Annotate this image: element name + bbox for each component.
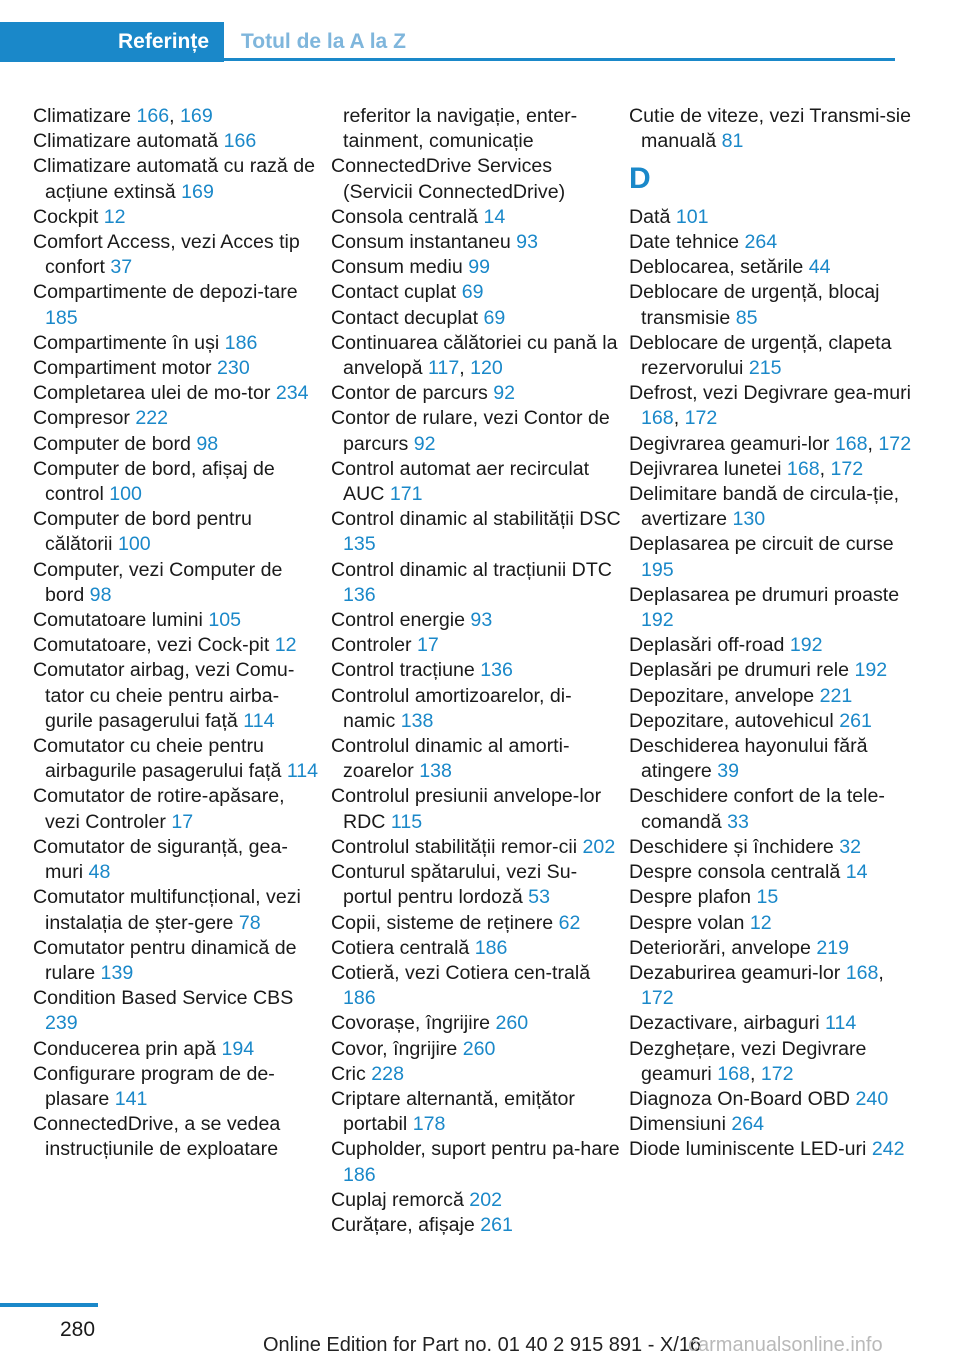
page-link[interactable]: 264	[731, 1113, 765, 1136]
index-term: Diode luminiscente LED-uri	[629, 1138, 872, 1161]
index-term: Control dinamic al tracțiunii DTC	[331, 558, 612, 581]
index-entry	[629, 230, 919, 255]
page-link[interactable]: 139	[100, 961, 134, 984]
index-term: Despre consola centrală	[629, 861, 846, 884]
index-entry	[331, 255, 621, 280]
index-entry: Dezaburirea geamuri‐lor 168, 172	[629, 961, 884, 1010]
index-term: Condition Based Service CBS	[33, 987, 294, 1010]
index-term: Copii, sisteme de reținere	[331, 911, 559, 934]
index-term: Cuplaj remorcă	[331, 1188, 470, 1211]
index-term: Covorașe, îngrijire	[331, 1012, 496, 1035]
index-term: Despre plafon	[629, 886, 757, 909]
index-entry	[331, 381, 621, 406]
index-term: Contor de rulare, vezi Contor de parcurs	[331, 407, 610, 455]
index-entry	[331, 734, 621, 784]
page-link[interactable]: 138	[419, 760, 452, 783]
page-link[interactable]: 114	[243, 709, 275, 732]
index-entry	[629, 709, 919, 734]
page-link[interactable]: 37	[110, 256, 133, 279]
index-entry	[331, 280, 621, 305]
page-link[interactable]: 192	[641, 609, 674, 632]
page-link[interactable]: 169	[180, 105, 213, 127]
index-entry	[629, 911, 919, 936]
index-term: Curățare, afișaje	[331, 1213, 481, 1236]
index-entry	[33, 154, 323, 204]
index-term: Depozitare, autovehicul	[629, 709, 840, 732]
index-term: Contact decuplat	[331, 306, 484, 329]
index-term: Contor de parcurs	[331, 382, 494, 405]
index-entry	[33, 507, 323, 557]
index-term: Control energie	[331, 609, 471, 632]
index-term: Compartiment motor	[33, 357, 218, 380]
page-link[interactable]: 202	[469, 1188, 502, 1211]
index-column-2	[331, 104, 621, 1238]
index-entry	[33, 1037, 323, 1062]
index-term: Defrost, vezi Degivrare gea‐muri	[629, 382, 912, 405]
index-entry	[33, 936, 323, 986]
page-link[interactable]: 53	[528, 886, 550, 909]
page-link[interactable]: 92	[413, 432, 436, 455]
index-entry	[331, 1213, 621, 1238]
index-entry	[331, 1062, 621, 1087]
page-link[interactable]: 261	[480, 1213, 513, 1236]
index-entry: Dezghețare, vezi Degivrare geamuri 168, 172	[629, 1037, 867, 1085]
index-entry	[629, 532, 919, 582]
index-entry	[33, 633, 323, 658]
page-link[interactable]: 168	[845, 961, 879, 984]
index-term: Comutatoare lumini	[33, 609, 209, 632]
tab-references[interactable]: Referințe	[0, 22, 224, 62]
index-term: Climatizare automată cu rază de acțiune extinsă	[33, 155, 316, 203]
index-entry	[331, 784, 621, 834]
page-link[interactable]: 100	[109, 483, 142, 506]
index-term: Computer, vezi Computer de bord	[33, 558, 283, 606]
index-entry	[629, 104, 919, 154]
index-term: Climatizare automată	[33, 130, 224, 153]
index-entry	[33, 784, 323, 834]
index-entry	[629, 583, 919, 633]
index-entry	[629, 835, 919, 860]
index-entry	[629, 936, 919, 961]
index-term: Controlul stabilității remor‐cii	[331, 835, 583, 858]
index-entry	[33, 1112, 323, 1162]
index-term: Compartimente de depozi‐tare	[33, 281, 298, 304]
index-entry	[331, 1011, 621, 1036]
index-entry	[331, 230, 621, 255]
page-link[interactable]: 62	[558, 911, 581, 934]
index-entry	[629, 205, 919, 230]
page-link[interactable]: 114	[825, 1012, 857, 1035]
page-link[interactable]: 78	[238, 911, 261, 934]
index-entry	[629, 1137, 919, 1162]
index-term: Deplasarea pe drumuri proaste	[629, 583, 900, 606]
page-link[interactable]: 17	[171, 810, 194, 833]
page-link[interactable]: 168	[834, 432, 868, 455]
page-link[interactable]: 168	[717, 1062, 750, 1085]
page-link[interactable]: 12	[749, 911, 772, 934]
index-term: Comutator airbag, vezi Comu‐tator cu cheie pentru airba‐gurile pasagerului față	[33, 659, 295, 732]
index-term: Consum mediu	[331, 256, 469, 279]
index-term: Comfort Access, vezi Acces tip confort	[33, 231, 300, 279]
index-entry	[629, 1087, 919, 1112]
index-term: Computer de bord, afișaj de control	[33, 457, 275, 506]
index-entry	[33, 280, 323, 330]
index-term: Controler	[331, 634, 418, 657]
header-bar	[0, 0, 895, 62]
page-link[interactable]: 138	[400, 709, 434, 732]
page-link[interactable]: 168	[641, 407, 674, 430]
page-link[interactable]: 32	[839, 835, 861, 858]
index-entry	[331, 1087, 621, 1137]
index-entry	[331, 936, 621, 961]
index-term: Dezaburirea geamuri‐lor	[629, 961, 846, 984]
page-link[interactable]: 115	[390, 810, 423, 833]
edition-note: Online Edition for Part no. 01 40 2 915 891 - X/16	[263, 1334, 702, 1356]
index-term: Continuarea călătoriei cu pană la anvelopă	[331, 331, 618, 380]
page-link[interactable]: 261	[839, 709, 872, 732]
page-link[interactable]: 120	[470, 357, 503, 380]
index-term: Controlul amortizoarelor, di‐namic	[331, 684, 572, 732]
index-term: Cockpit	[33, 205, 104, 228]
index-term: Consola centrală	[331, 205, 484, 228]
index-entry	[33, 986, 323, 1036]
index-term: Compresor	[33, 407, 136, 430]
page-link[interactable]: 240	[855, 1087, 889, 1110]
index-entry	[33, 734, 323, 784]
index-term: Consum instantaneu	[331, 231, 517, 254]
index-term: Diagnoza On-Board OBD	[629, 1087, 856, 1110]
page-link[interactable]: 186	[224, 331, 258, 354]
page-link[interactable]: 100	[117, 533, 151, 556]
page-link[interactable]: 239	[45, 1012, 78, 1035]
page-link[interactable]: 166	[223, 130, 257, 153]
index-entry	[33, 1062, 323, 1112]
index-term: Conducerea prin apă	[33, 1037, 222, 1060]
index-term: Deteriorări, anvelope	[629, 936, 817, 959]
page-link[interactable]: 172	[830, 457, 864, 480]
index-entry: Climatizare 166, 169	[33, 105, 213, 127]
watermark: carmanualsonline.info	[688, 1334, 883, 1356]
page-link[interactable]: 234	[275, 382, 309, 405]
index-term: Controlul dinamic al amorti‐zoarelor	[331, 735, 570, 783]
index-term: Cutie de viteze, vezi Transmi‐sie manuală	[629, 105, 912, 153]
index-term: Deschidere confort de la tele‐comandă	[629, 785, 885, 833]
page-link[interactable]: 228	[371, 1062, 404, 1085]
index-term: Controlul presiunii anvelope‐lor RDC	[331, 785, 602, 833]
page-link[interactable]: 195	[641, 558, 674, 581]
page-link[interactable]: 141	[114, 1087, 148, 1110]
index-term: Cotiera centrală	[331, 936, 475, 959]
page-link[interactable]: 98	[196, 432, 219, 455]
page-link[interactable]: 222	[135, 407, 169, 430]
page-link[interactable]: 15	[756, 886, 779, 909]
section-letter: D	[629, 162, 651, 196]
index-entry	[629, 784, 919, 834]
index-entry	[331, 961, 621, 1011]
index-entry	[331, 1037, 621, 1062]
index-term: Deschidere și închidere	[629, 835, 840, 858]
page-link[interactable]: 101	[675, 205, 709, 228]
page-link[interactable]: 219	[816, 936, 850, 959]
index-entry	[331, 406, 621, 456]
index-term: Criptare alternantă, emițător portabil	[331, 1087, 575, 1136]
index-entry	[629, 482, 919, 532]
index-entry	[331, 684, 621, 734]
page-link[interactable]: 242	[871, 1138, 905, 1161]
page-link[interactable]: 172	[878, 432, 912, 455]
index-entry	[33, 608, 323, 633]
index-entry	[629, 658, 919, 683]
index-term: Comutator de rotire-apăsare, vezi Controler	[33, 785, 285, 833]
index-entry	[629, 860, 919, 885]
index-entry	[331, 104, 621, 154]
page-link[interactable]: 135	[343, 533, 376, 556]
index-entry: Degivrarea geamuri‐lor 168, 172	[629, 432, 912, 455]
index-entry	[33, 658, 323, 734]
index-entry	[331, 1188, 621, 1213]
page-link[interactable]: 172	[684, 407, 718, 430]
index-entry	[331, 658, 621, 683]
page-link[interactable]: 172	[760, 1062, 794, 1085]
page-link[interactable]: 194	[221, 1037, 255, 1060]
index-term: ConnectedDrive, a se vedea instrucțiunile de exploatare	[33, 1113, 281, 1161]
index-term: Depozitare, anvelope	[629, 684, 820, 707]
index-term: Deblocarea, setările	[629, 256, 809, 279]
page-link[interactable]: 14	[845, 861, 868, 884]
page-link[interactable]: 130	[732, 508, 766, 531]
index-entry	[331, 1137, 621, 1187]
page-link[interactable]: 99	[468, 256, 491, 279]
page-link[interactable]: 185	[45, 306, 78, 329]
index-term: Control automat aer recirculat AUC	[331, 457, 590, 506]
page-link[interactable]: 69	[461, 281, 484, 304]
index-term: Dată	[629, 205, 676, 228]
index-entry	[331, 608, 621, 633]
index-entry	[629, 280, 919, 330]
index-term: Cotieră, vezi Cotiera cen‐trală	[331, 961, 591, 984]
index-entry	[33, 885, 323, 935]
page-link[interactable]: 192	[789, 634, 823, 657]
index-entry: Defrost, vezi Degivrare gea‐muri 168, 172	[629, 382, 912, 430]
page-link[interactable]: 48	[88, 861, 111, 884]
index-entry	[629, 885, 919, 910]
index-entry	[33, 558, 323, 608]
index-term: Contact cuplat	[331, 281, 462, 304]
index-term: Completarea ulei de mo‐tor	[33, 382, 276, 405]
index-term: Deplasări pe drumuri rele	[629, 659, 855, 682]
index-entry	[629, 633, 919, 658]
index-term: Control tracțiune	[331, 659, 481, 682]
index-entry	[33, 356, 323, 381]
index-term: Despre volan	[629, 911, 750, 934]
page-link[interactable]: 260	[462, 1037, 496, 1060]
page-link[interactable]: 85	[735, 306, 758, 329]
page-link[interactable]: 12	[103, 205, 126, 228]
page-link[interactable]: 178	[412, 1113, 446, 1136]
page-link[interactable]: 171	[389, 483, 423, 506]
index-entry	[331, 558, 621, 608]
index-term: Delimitare bandă de circula‐ție, avertizare	[629, 483, 900, 531]
index-term: Degivrarea geamuri‐lor	[629, 432, 835, 455]
page-link[interactable]: 169	[181, 180, 214, 203]
index-entry	[33, 230, 323, 280]
page-link[interactable]: 17	[417, 634, 439, 657]
index-entry	[629, 331, 919, 381]
page-link[interactable]: 172	[641, 987, 674, 1010]
index-entry	[331, 306, 621, 331]
index-term: Computer de bord pentru călătorii	[33, 508, 252, 556]
page-link[interactable]: 166	[136, 105, 170, 127]
index-entry	[331, 457, 621, 507]
index-term: Dimensiuni	[629, 1113, 732, 1136]
header-rule	[224, 58, 895, 61]
index-term: Comutator de siguranță, gea‐muri	[33, 835, 288, 884]
index-term: Date tehnice	[629, 231, 745, 254]
index-term: Cupholder, suport pentru pa‐hare	[331, 1138, 620, 1161]
index-term: Cric	[331, 1062, 372, 1085]
index-term: Deplasări off-road	[629, 634, 790, 657]
page-link[interactable]: 33	[727, 810, 749, 833]
index-term: referitor la navigație, enter‐tainment, comunicație	[343, 105, 578, 153]
page-link[interactable]: 230	[217, 357, 250, 380]
footer-rule	[0, 1303, 98, 1307]
index-entry	[331, 860, 621, 910]
index-term: Compartimente în uși	[33, 331, 225, 354]
index-term: Computer de bord	[33, 432, 197, 455]
page-link[interactable]: 14	[483, 205, 506, 228]
tab-a-to-z[interactable]: Totul de la A la Z	[241, 30, 406, 53]
page-link[interactable]: 186	[343, 987, 376, 1010]
index-column-1	[33, 104, 323, 1163]
index-entry	[331, 911, 621, 936]
index-entry	[629, 1112, 919, 1137]
index-entry	[33, 205, 323, 230]
page-link[interactable]: 186	[343, 1163, 376, 1186]
index-term: Comutatoare, vezi Cock‐pit	[33, 634, 275, 657]
index-entry	[629, 1011, 919, 1036]
index-term: Comutator cu cheie pentru airbagurile pasagerului față	[33, 735, 287, 783]
page-link[interactable]: 202	[582, 835, 616, 858]
page-link[interactable]: 264	[744, 231, 778, 254]
index-entry	[33, 129, 323, 154]
page-link[interactable]: 215	[748, 357, 782, 380]
page-link[interactable]: 81	[721, 130, 744, 153]
page-link[interactable]: 69	[483, 306, 506, 329]
index-term: Dezactivare, airbaguri	[629, 1012, 826, 1035]
index-entry	[33, 331, 323, 356]
page-link[interactable]: 136	[480, 659, 513, 682]
index-term: Deplasarea pe circuit de curse	[629, 533, 894, 556]
index-entry	[629, 734, 919, 784]
index-entry	[33, 457, 323, 507]
page-link[interactable]: 93	[470, 609, 493, 632]
index-term: Deschiderea hayonului fără atingere	[629, 735, 868, 783]
index-entry	[33, 432, 323, 457]
index-term: Deblocare de urgență, clapeta rezervorului	[629, 331, 892, 380]
page-link[interactable]: 168	[786, 457, 820, 480]
index-entry	[33, 835, 323, 885]
index-entry	[33, 406, 323, 431]
page-link[interactable]: 105	[208, 609, 242, 632]
page-link[interactable]: 114	[286, 760, 319, 783]
page-link[interactable]: 117	[427, 357, 460, 380]
index-entry	[331, 835, 621, 860]
index-term: Configurare program de de‐plasare	[33, 1062, 275, 1110]
index-term: Dezghețare, vezi Degivrare geamuri	[629, 1037, 867, 1085]
index-term: Climatizare	[33, 105, 137, 127]
index-entry	[629, 255, 919, 280]
page-link[interactable]: 39	[717, 760, 740, 783]
page-link[interactable]: 221	[819, 684, 853, 707]
index-entry: Continuarea călătoriei cu pană la anvelopă 117, 120	[331, 331, 618, 380]
index-column-3	[629, 104, 919, 1163]
index-term: Deblocare de urgență, blocaj transmisie	[629, 281, 880, 329]
index-term: Covor, îngrijire	[331, 1037, 463, 1060]
page-link[interactable]: 260	[495, 1012, 529, 1035]
page-link[interactable]: 93	[516, 231, 538, 254]
index-term: Comutator pentru dinamică de rulare	[33, 936, 297, 984]
page-link[interactable]: 192	[854, 659, 888, 682]
page-link[interactable]: 44	[808, 256, 831, 279]
page-link[interactable]: 98	[89, 583, 112, 606]
index-term: Conturul spătarului, vezi Su‐portul pentru lordoză	[331, 861, 578, 909]
index-term: Control dinamic al stabilității DSC	[331, 508, 621, 531]
index-entry	[331, 154, 621, 204]
page-link[interactable]: 12	[274, 634, 297, 657]
page-link[interactable]: 186	[474, 936, 508, 959]
index-entry	[331, 633, 621, 658]
index-entry	[331, 507, 621, 557]
index-entry	[331, 205, 621, 230]
index-term: ConnectedDrive Services (Servicii ConnectedDrive)	[331, 155, 566, 203]
page-number: 280	[60, 1318, 96, 1341]
index-entry	[629, 684, 919, 709]
index-entry: Dejivrarea lunetei 168, 172	[629, 457, 864, 480]
index-entry	[33, 381, 323, 406]
index-term: Dejivrarea lunetei	[629, 457, 787, 480]
page-link[interactable]: 92	[493, 382, 516, 405]
index-term: Comutator multifuncțional, vezi instalația de șter‐gere	[33, 886, 301, 934]
page-link[interactable]: 136	[343, 583, 376, 606]
